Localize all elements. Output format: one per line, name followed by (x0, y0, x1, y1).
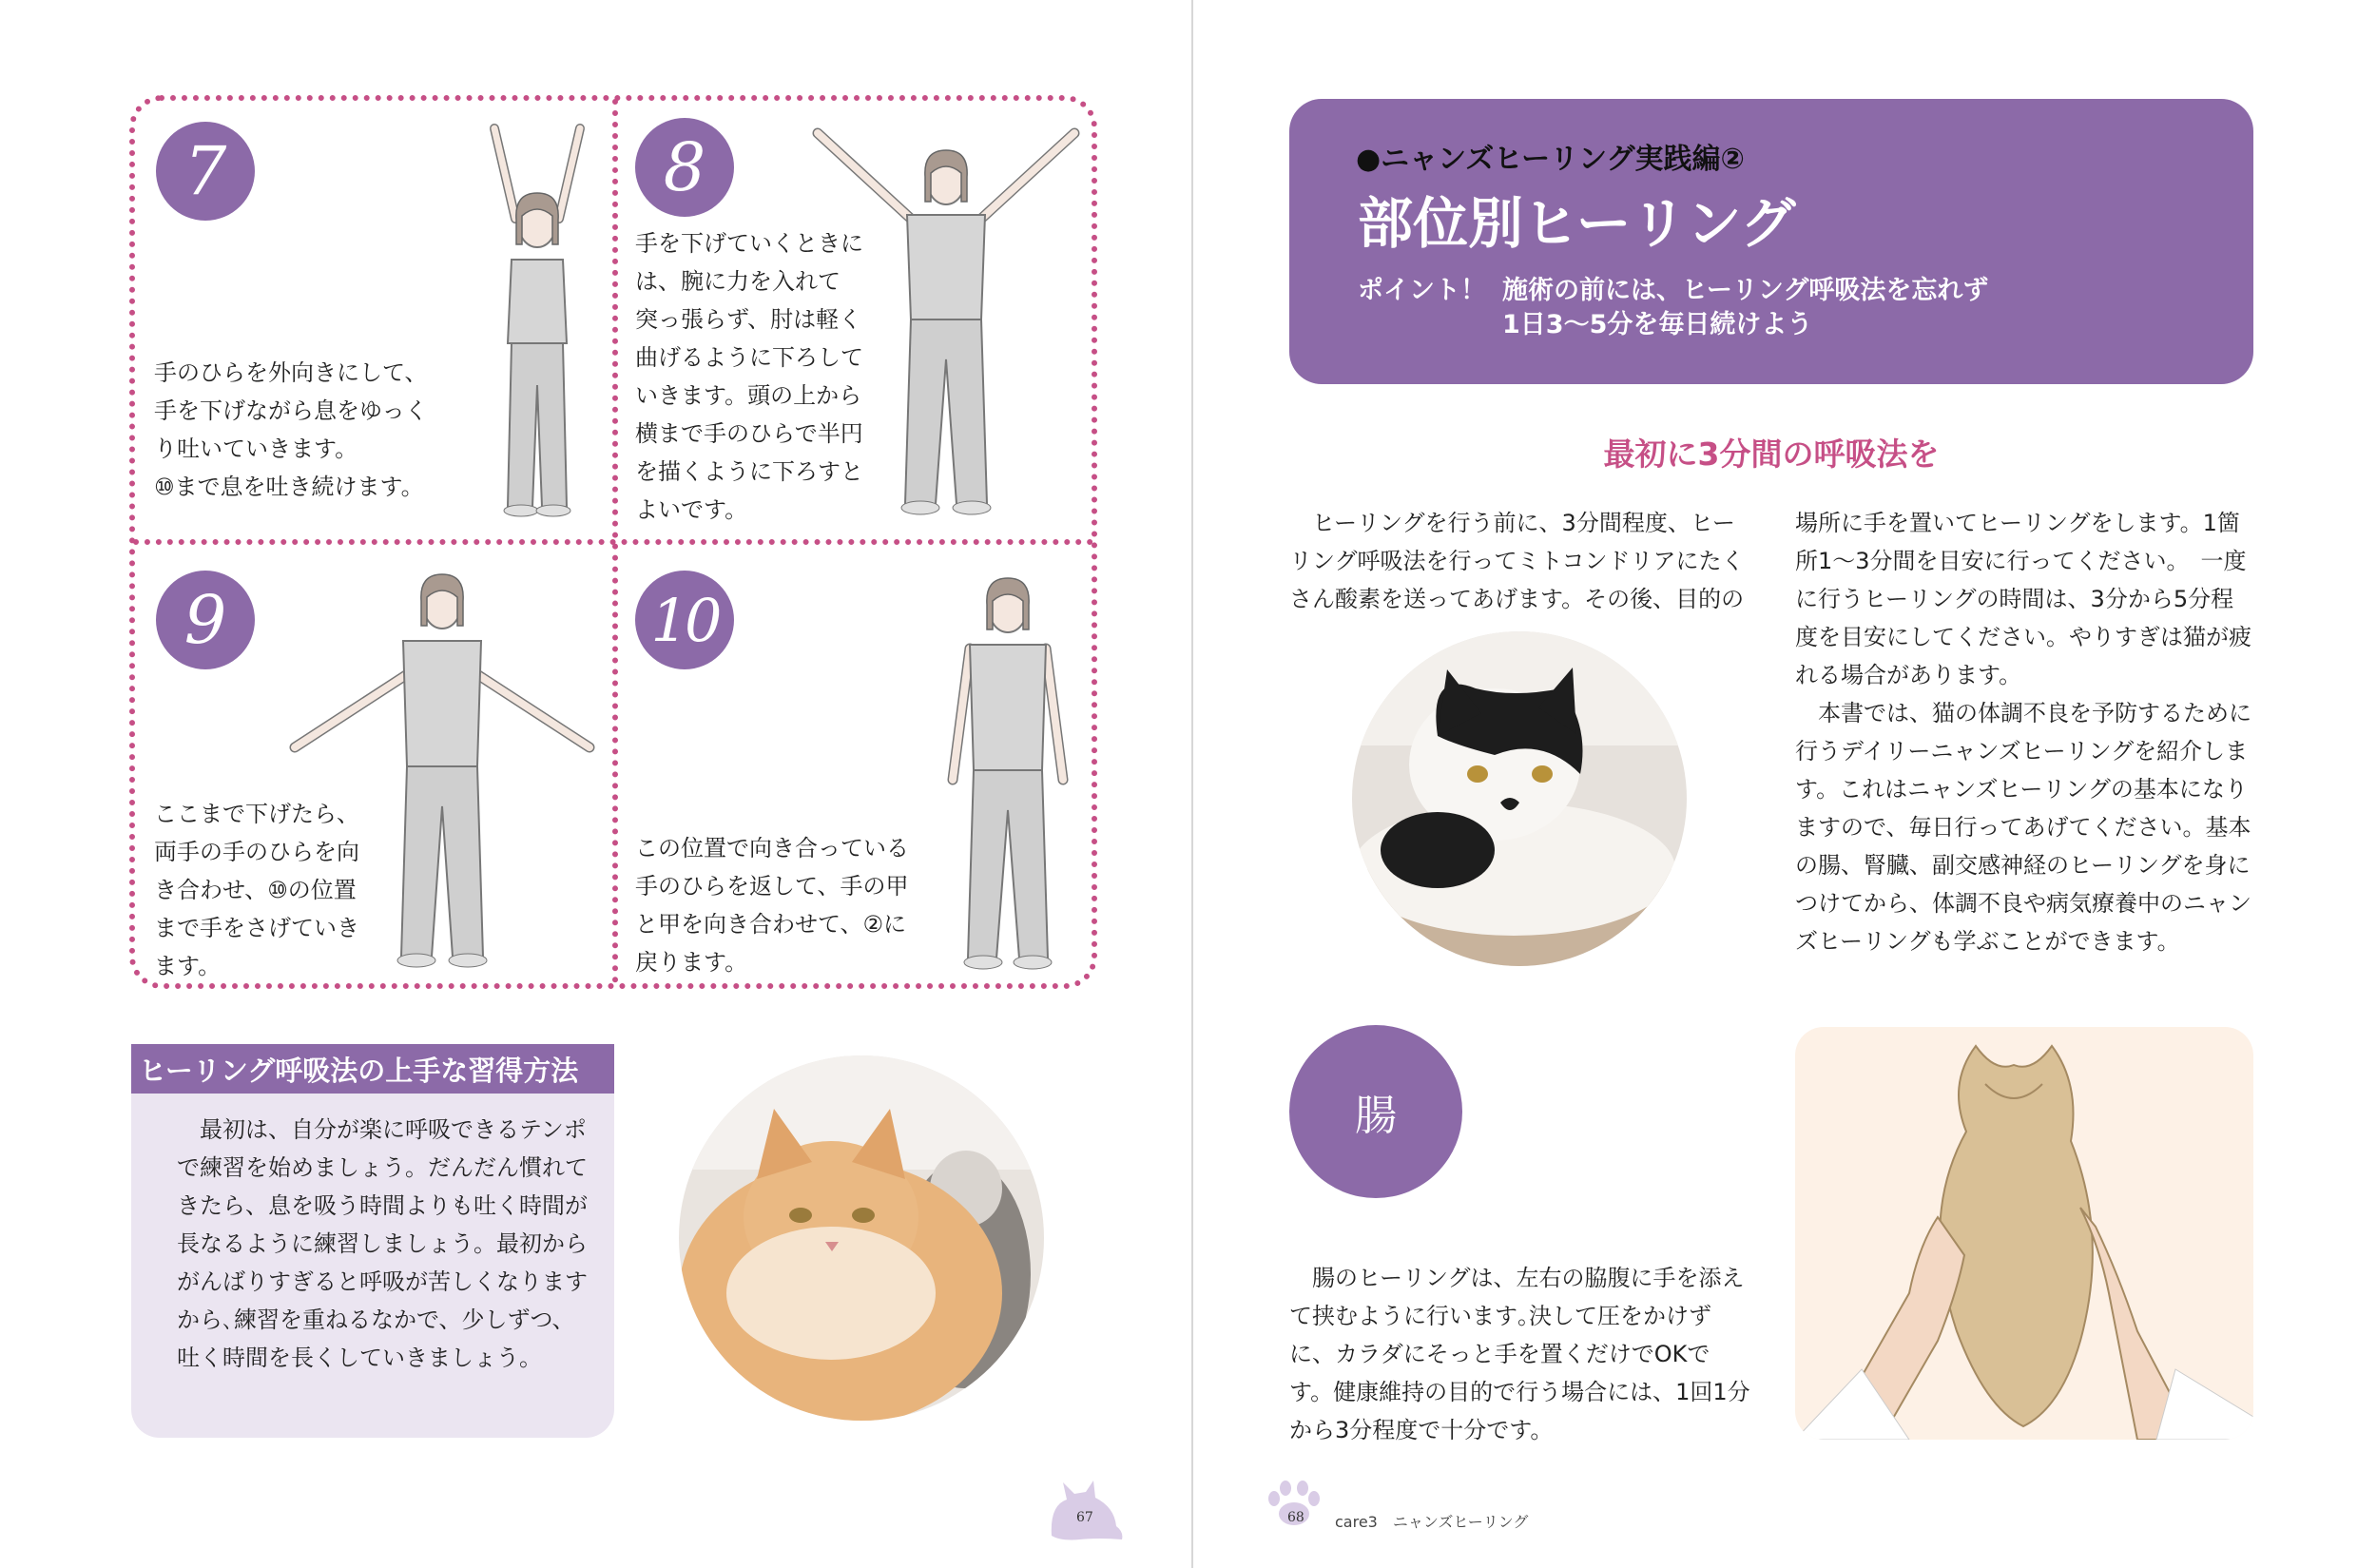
step-10-number: 10 (635, 571, 734, 669)
breathing-tip-box (131, 1044, 614, 1438)
woman-arms-diagonal-figure (808, 112, 1084, 531)
intestine-paragraph: 腸のヒーリングは、左右の脇腹に手を添えて挟むように行います｡決して圧をかけずに、カラダにそっと手を置くだけでOKです。健康維持の目的で行う場合には、1回1分から3分程度で十分です。 (1289, 1265, 1750, 1443)
subheading: 最初に3分間の呼吸法を (1603, 436, 1940, 473)
body-paragraph: ヒーリングを行う前に、3分間程度、ヒーリング呼吸法を行ってミトコンドリアにたくさん酸素を送ってあげます。その後、目的の (1289, 510, 1745, 612)
body-paragraph: 本書では、猫の体調不良を予防するために行うデイリーニャンズヒーリングを紹介します。これはニャンズヒーリングの基本になりますので、毎日行ってあげてください。基本の腸、腎臓、副交感神経のヒーリングを身につけてから、体調不良や病気療養中のニャンズヒーリングも学ぶことができます。 (1795, 700, 2251, 955)
grid-divider-horizontal (133, 539, 1093, 545)
intestine-section-badge: 腸 (1289, 1025, 1462, 1198)
woman-arms-down-figure (932, 571, 1084, 979)
page-number-right: 68 (1287, 1510, 1304, 1525)
step-10-text: この位置で向き合っている 手のひらを返して、手の甲 と甲を向き合わせて、②に 戻ります。 (635, 835, 909, 976)
intestine-text-block (1289, 1259, 1753, 1449)
step-7-number: 7 (156, 122, 255, 221)
orange-cat-photo (679, 1055, 1044, 1421)
banner-kicker: ●ニャンズヒーリング実践編② (1356, 143, 1745, 176)
tip-body: 最初は、自分が楽に呼吸できるテンポで練習を始めましょう。だんだん慣れてきたら、息を吸う時間よりも吐く時間が長なるように練習しましょう。最初からがんばりすぎると呼吸が苦しくなりますから､練習を重ねるなかで、少しずつ、吐く時間を長くしていきましょう。 (177, 1116, 588, 1371)
chapter-footer: care3 ニャンズヒーリング (1335, 1513, 1529, 1531)
step-8-number: 8 (635, 118, 734, 217)
intestine-healing-illustration (1795, 1027, 2253, 1440)
banner-point-label: ポイント！ (1358, 276, 1486, 305)
tip-heading: ヒーリング呼吸法の上手な習得方法 (131, 1044, 614, 1094)
banner-title: 部位別ヒーリング (1358, 191, 1796, 256)
section-banner (1289, 99, 2253, 384)
woman-arms-sideways-figure (285, 567, 599, 976)
step-9-number: 9 (156, 571, 255, 669)
woman-arms-raised-figure (466, 119, 609, 528)
body-column-2 (1795, 504, 2253, 960)
banner-point-text: 施術の前には、ヒーリング呼吸法を忘れず 1日3～5分を毎日続けよう (1502, 276, 1989, 339)
page-number-left: 67 (1076, 1510, 1093, 1525)
step-9-text: ここまで下げたら、 両手の手のひらを向 き合わせ、⑩の位置 まで手をさげていき ます。 (154, 801, 359, 979)
step-8-text: 手を下げていくときに は、腕に力を入れて 突っ張らず、肘は軽く 曲げるように下ろして いきます。頭の上から 横まで手のひらで半円 を描くように下ろすと よいです。 (635, 230, 863, 523)
black-white-cat-photo (1352, 631, 1687, 966)
step-7-text: 手のひらを外向きにして、 手を下げながら息をゆっく り吐いていきます。 ⑩まで息を吐き続けます。 (154, 359, 428, 500)
body-column-1 (1289, 504, 1753, 618)
body-paragraph: 場所に手を置いてヒーリングをします。1箇所1～3分間を目安に行ってください。 一度に行うヒーリングの時間は、3分から5分程度を目安にしてください。やりすぎは猫が疲れる場合があります。 (1795, 510, 2251, 688)
page-spine (1191, 0, 1193, 1568)
